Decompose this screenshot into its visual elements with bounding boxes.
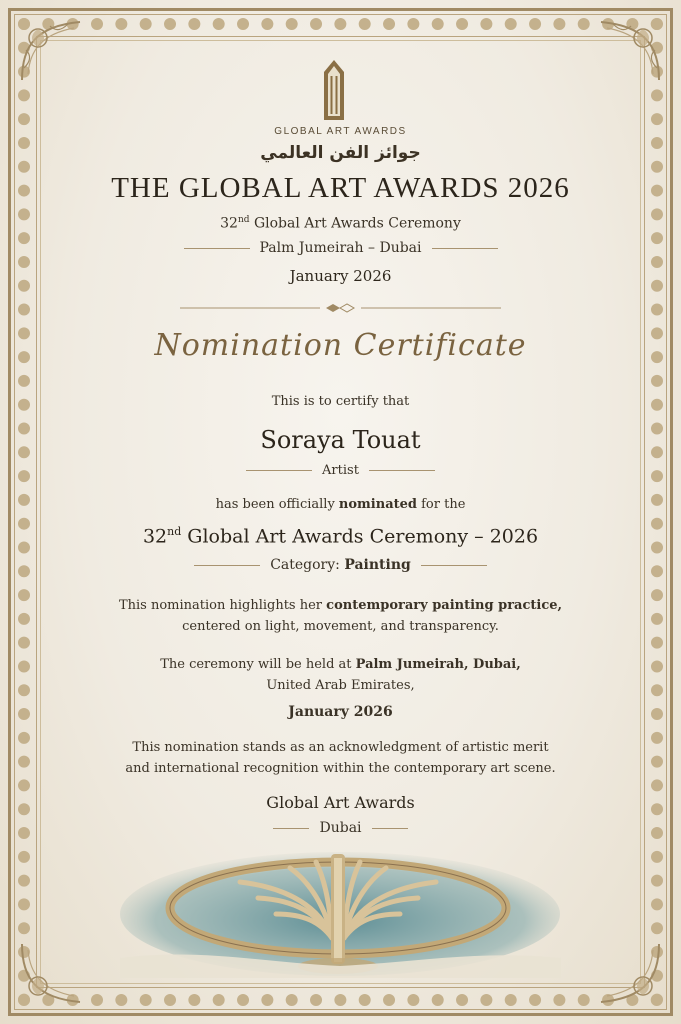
divider — [372, 828, 408, 829]
divider — [184, 248, 250, 249]
corner-ornament-icon — [16, 938, 86, 1008]
ceremony-heading — [0, 525, 681, 547]
paragraph-acknowledgment — [0, 737, 681, 779]
page-title: THE GLOBAL ART AWARDS 2026 — [111, 172, 570, 204]
signature-city-row — [0, 820, 681, 836]
paragraph-line — [0, 595, 681, 616]
signature-org: Global Art Awards — [266, 793, 415, 812]
header-date: January 2026 — [289, 267, 392, 285]
corner-ornament-icon — [16, 16, 86, 86]
divider — [194, 565, 260, 566]
paragraph-bold: Palm Jumeirah, Dubai, — [355, 657, 521, 672]
category-value: Painting — [344, 557, 411, 573]
palm-jumeirah-illustration — [120, 838, 561, 978]
ceremony-date — [0, 702, 681, 723]
paragraph-ceremony — [0, 654, 681, 696]
paragraph-highlight — [0, 595, 681, 637]
ceremony-date-text: January 2026 — [288, 704, 393, 720]
paragraph-line — [0, 654, 681, 675]
nominee-role: Artist — [322, 463, 359, 478]
nominated-prefix: has been officially — [215, 497, 339, 512]
paragraph-line: This nomination stands as an acknowledgment of artistic merit — [132, 740, 549, 755]
certify-text: This is to certify that — [271, 394, 410, 409]
nominee-name: Soraya Touat — [260, 426, 421, 454]
ceremony-number: 32 — [220, 215, 238, 232]
ornament-divider-icon — [180, 302, 501, 314]
paragraph-line: and international recognition within the contemporary art scene. — [125, 761, 556, 776]
divider — [273, 828, 309, 829]
ceremony-heading-name: Global Art Awards Ceremony – 2026 — [181, 525, 539, 548]
signature-city: Dubai — [319, 820, 362, 836]
brand-name: GLOBAL ART AWARDS — [274, 126, 407, 137]
nominated-line — [0, 497, 681, 512]
corner-ornament-icon — [595, 938, 665, 1008]
brand-arabic-name: جوائز الفن العالمي — [260, 143, 421, 163]
paragraph-text: This nomination highlights her — [118, 598, 327, 613]
location-row — [0, 240, 681, 256]
role-row — [0, 463, 681, 478]
tower-logo-icon — [320, 58, 348, 122]
category-row — [0, 557, 681, 573]
category-text — [270, 557, 411, 573]
paragraph-text: The ceremony will be held at — [160, 657, 356, 672]
divider — [369, 470, 435, 471]
paragraph-bold: contemporary painting practice, — [326, 598, 563, 613]
category-label: Category: — [270, 557, 345, 573]
ceremony-heading-ordinal: nd — [167, 525, 182, 538]
ceremony-subtitle — [0, 215, 681, 232]
corner-ornament-icon — [595, 16, 665, 86]
ceremony-heading-number: 32 — [142, 525, 168, 548]
divider — [246, 470, 312, 471]
certificate-title: Nomination Certificate — [154, 328, 527, 363]
paragraph-line: centered on light, movement, and transparency. — [182, 619, 499, 634]
ceremony-ordinal: nd — [237, 215, 250, 225]
nominated-word: nominated — [338, 497, 417, 512]
paragraph-line: United Arab Emirates, — [266, 678, 415, 693]
location-text: Palm Jumeirah – Dubai — [259, 240, 422, 256]
divider — [421, 565, 487, 566]
nominated-suffix: for the — [416, 497, 466, 512]
divider — [432, 248, 498, 249]
ceremony-text: Global Art Awards Ceremony — [249, 215, 461, 232]
